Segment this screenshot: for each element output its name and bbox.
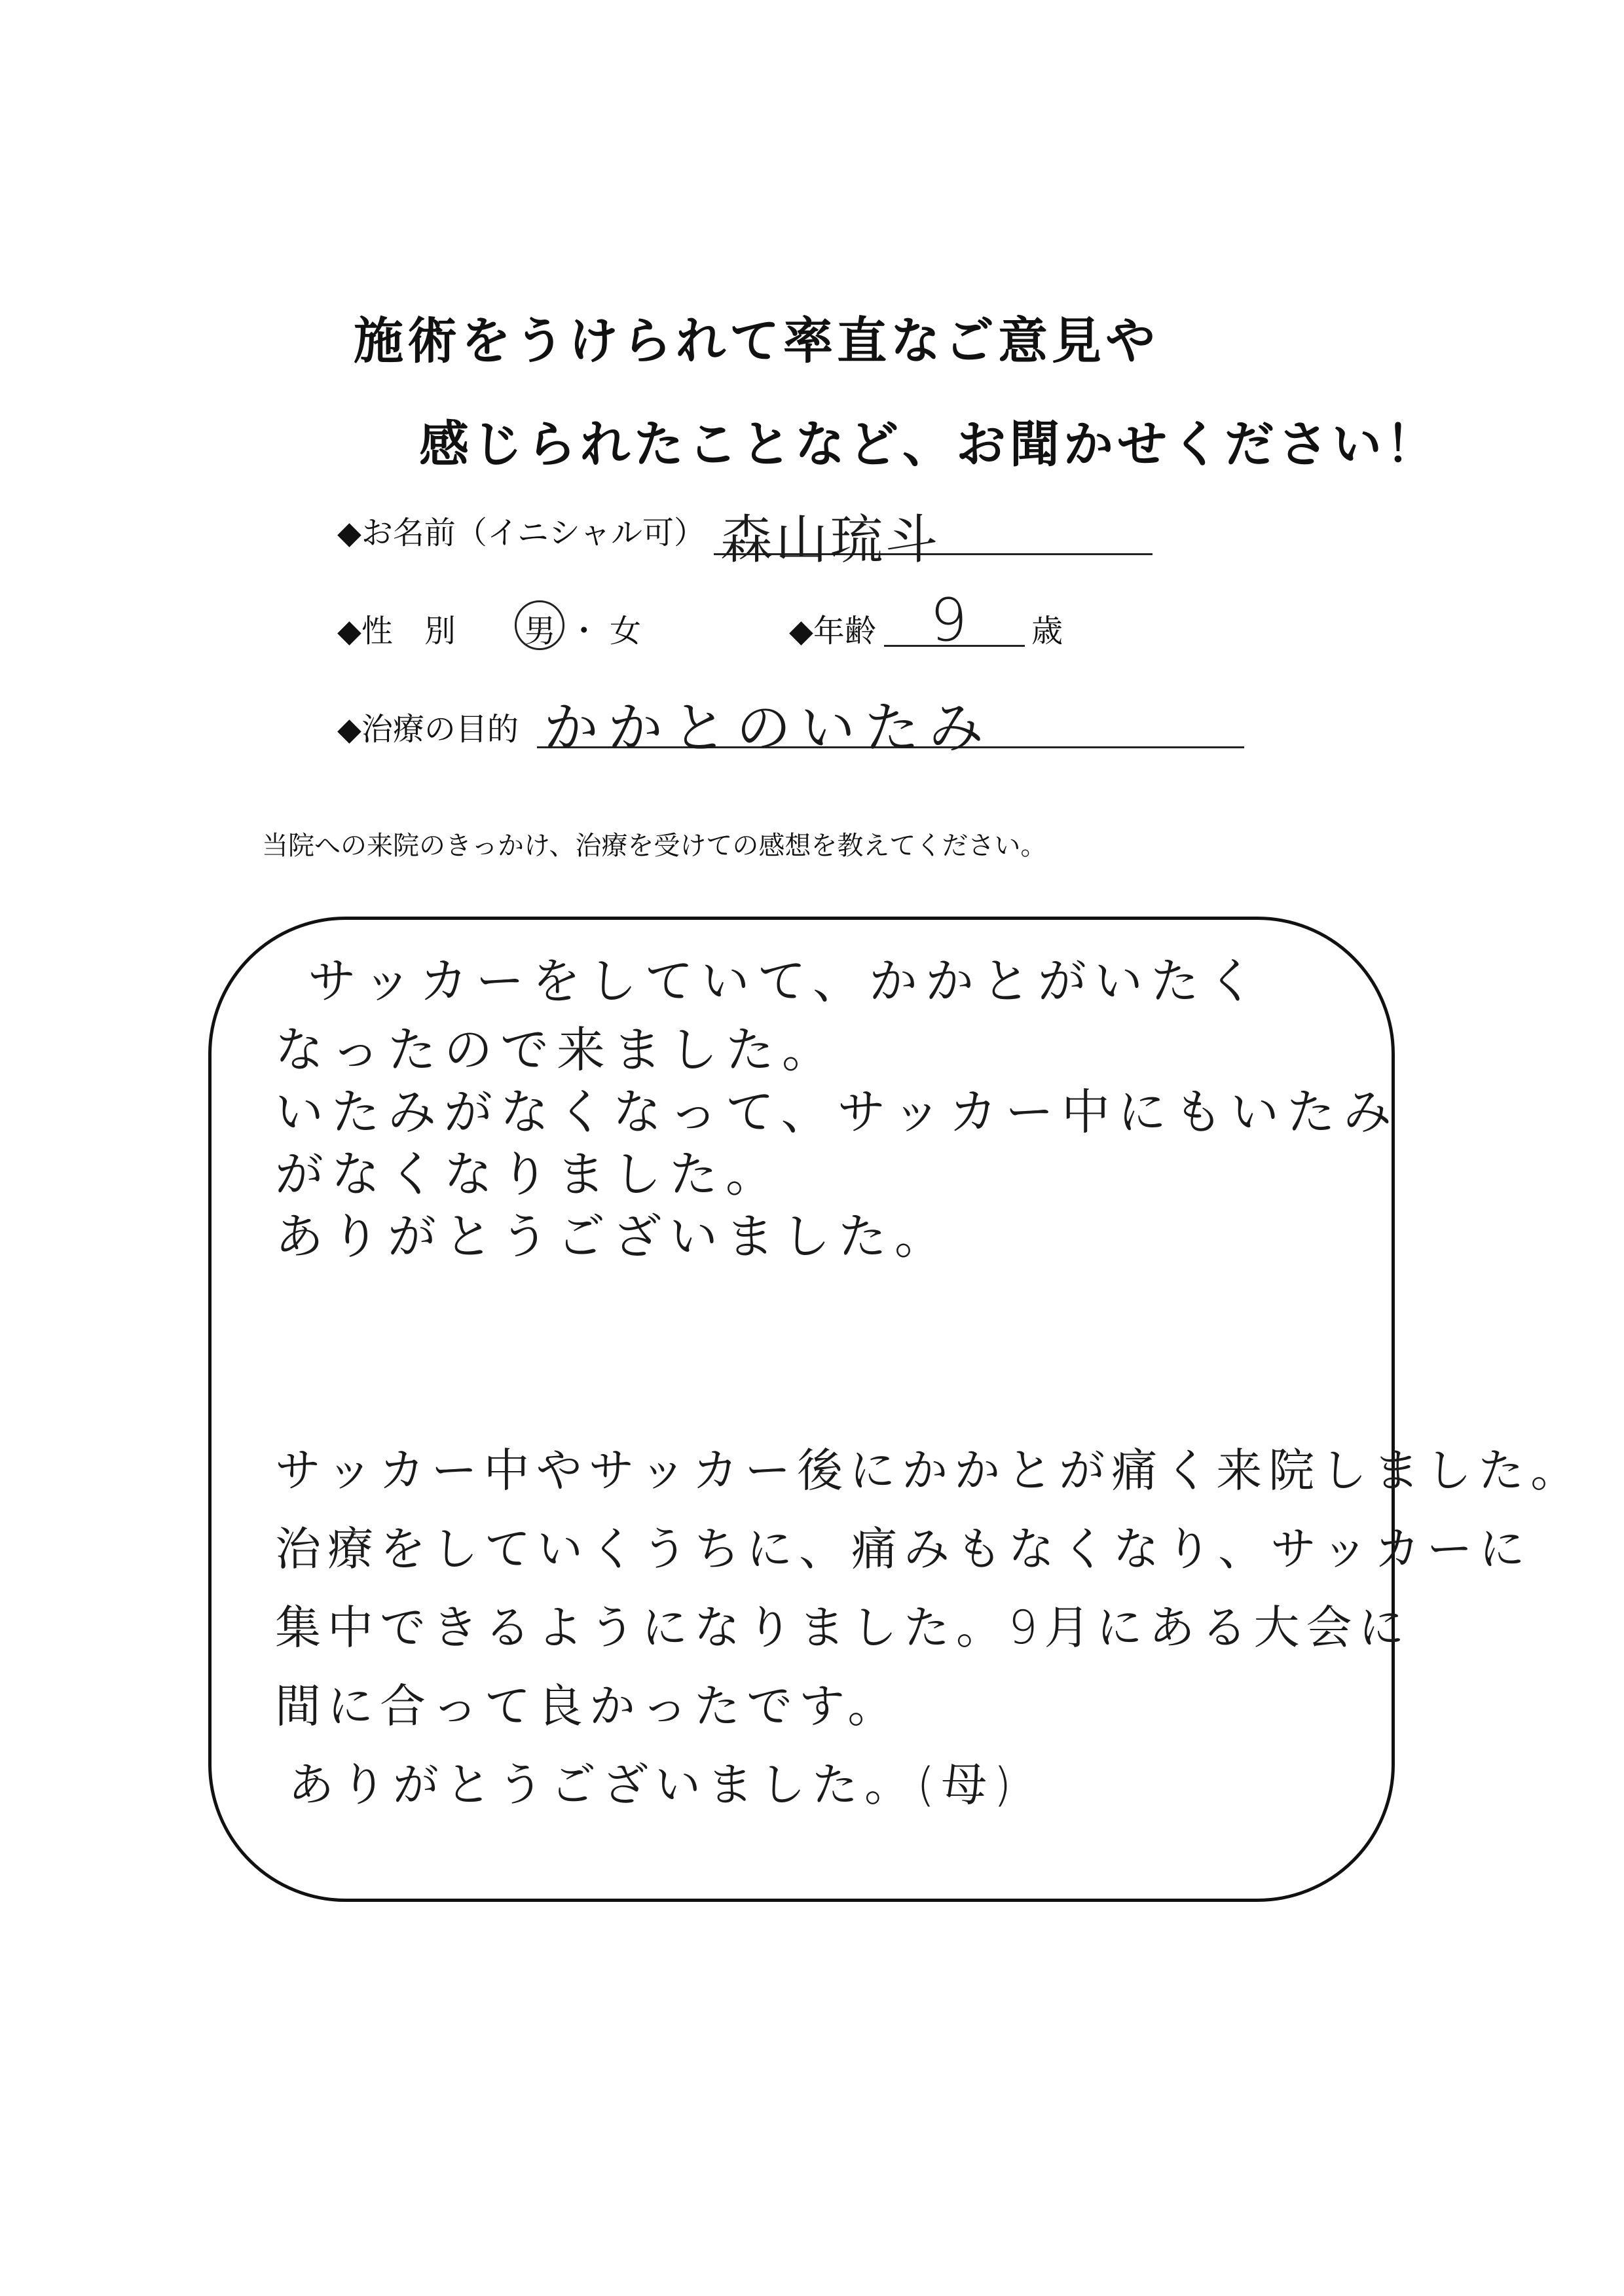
comment-mother-line: サッカー中やサッカー後にかかとが痛く来院しました。 — [275, 1444, 1583, 1497]
age-value: 9 — [930, 586, 968, 655]
purpose-label: ◆治療の目的 — [337, 711, 519, 748]
gender-option-female: 女 — [610, 613, 642, 649]
name-field — [337, 507, 705, 553]
age-field — [789, 606, 876, 651]
gender-field — [337, 606, 641, 651]
comment-mother-line: 集中できるようになりました。9月にある大会に — [275, 1601, 1411, 1654]
gender-male-label: 男 — [524, 613, 556, 649]
comment-mother-line: 間に合って良かったです。 — [275, 1679, 900, 1733]
purpose-value: かかとのいたみ — [544, 696, 993, 760]
comment-child-line: いたみがなくなって、サッカー中にもいたみ — [275, 1084, 1400, 1140]
purpose-field — [337, 704, 519, 749]
gender-separator: ・ — [568, 613, 600, 649]
age-label: ◆年齢 — [789, 613, 876, 649]
form-heading-line-2: 感じられたことなど、お聞かせください！ — [419, 415, 1439, 473]
comment-child-line: サッカーをしていて、かかとがいたく — [308, 953, 1264, 1010]
comment-prompt: 当院への来院のきっかけ、治療を受けての感想を教えてください。 — [262, 831, 1047, 861]
age-unit: 歳 — [1031, 613, 1063, 649]
gender-label: ◆性 別 — [337, 613, 456, 649]
comment-child-line: なったので来ました。 — [275, 1022, 838, 1078]
form-heading-line-1: 施術をうけられて率直なご意見や — [354, 312, 1159, 370]
gender-selected-circle — [515, 600, 564, 650]
comment-mother-line: 治療をしていくうちに、痛みもなくなり、サッカーに — [275, 1522, 1532, 1576]
comment-child-line: ありがとうございました。 — [275, 1209, 951, 1265]
gender-option-male — [521, 606, 558, 651]
name-label: ◆お名前（イニシャル可） — [337, 515, 706, 551]
comment-child-line: がなくなりました。 — [275, 1146, 782, 1203]
comment-mother-line: ありがとうございました。(母) — [288, 1758, 1018, 1812]
name-value: 森山琉斗 — [720, 509, 940, 570]
